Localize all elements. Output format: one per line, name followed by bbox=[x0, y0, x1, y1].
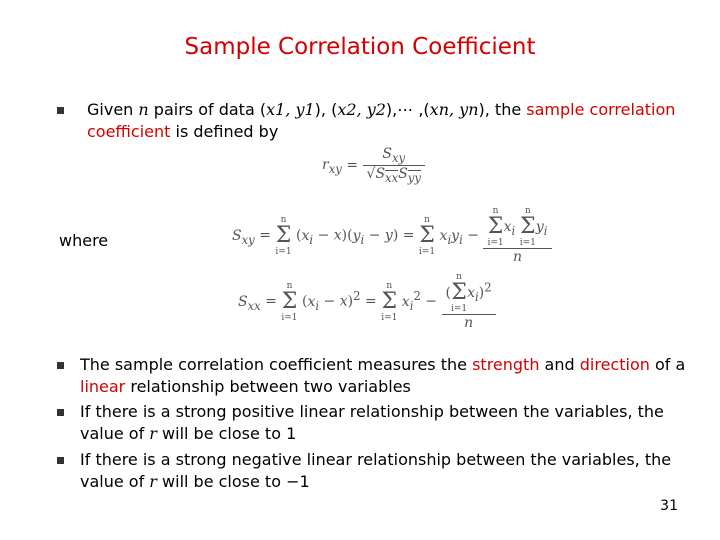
bullet-icon bbox=[57, 362, 64, 369]
slide-title: Sample Correlation Coefficient bbox=[184, 34, 536, 60]
bullet-icon bbox=[57, 409, 64, 416]
intro-paragraph: Given n pairs of data (x1, y1), (x2, y2),⋯ ,(xn, yn), the sample correlation coefficient is defined by bbox=[87, 100, 676, 141]
bullet-icon bbox=[57, 457, 64, 464]
correlation-formula: $r_{xy}$ = $\frac{S_{xy}}{√S_{xx}S_{yy}}$ bbox=[322, 146, 425, 185]
bullet-icon bbox=[57, 107, 64, 114]
sxx-formula: $S_{xx}$ = n Σ i=1 $(x_i - x)^2$ = n Σ i=1 $x_i^2$ − ( n Σ i=1 $x_i)^2$ n bbox=[238, 272, 496, 331]
where-label: where bbox=[59, 231, 109, 250]
bullet-2: If there is a strong positive linear relationship between the variables, the value of r will be close to 1 bbox=[80, 402, 664, 443]
sxy-formula: $S_{xy}$ = n Σ i=1 $(x_i - x)(y_i - y)$ = n Σ i=1 $x_iy_i$ − n Σ i=1 $x_i$ n Σ i=1 $y_i$ n bbox=[232, 206, 552, 265]
bullet-3: If there is a strong negative linear relationship between the variables, the value of r will be close to −1 bbox=[80, 450, 672, 491]
page-number: 31 bbox=[660, 498, 678, 514]
bullet-1: The sample correlation coefficient measures the strength and direction of a linear relationship between two variables bbox=[80, 355, 686, 396]
highlight-term: sample correlation coefficient bbox=[87, 100, 676, 141]
